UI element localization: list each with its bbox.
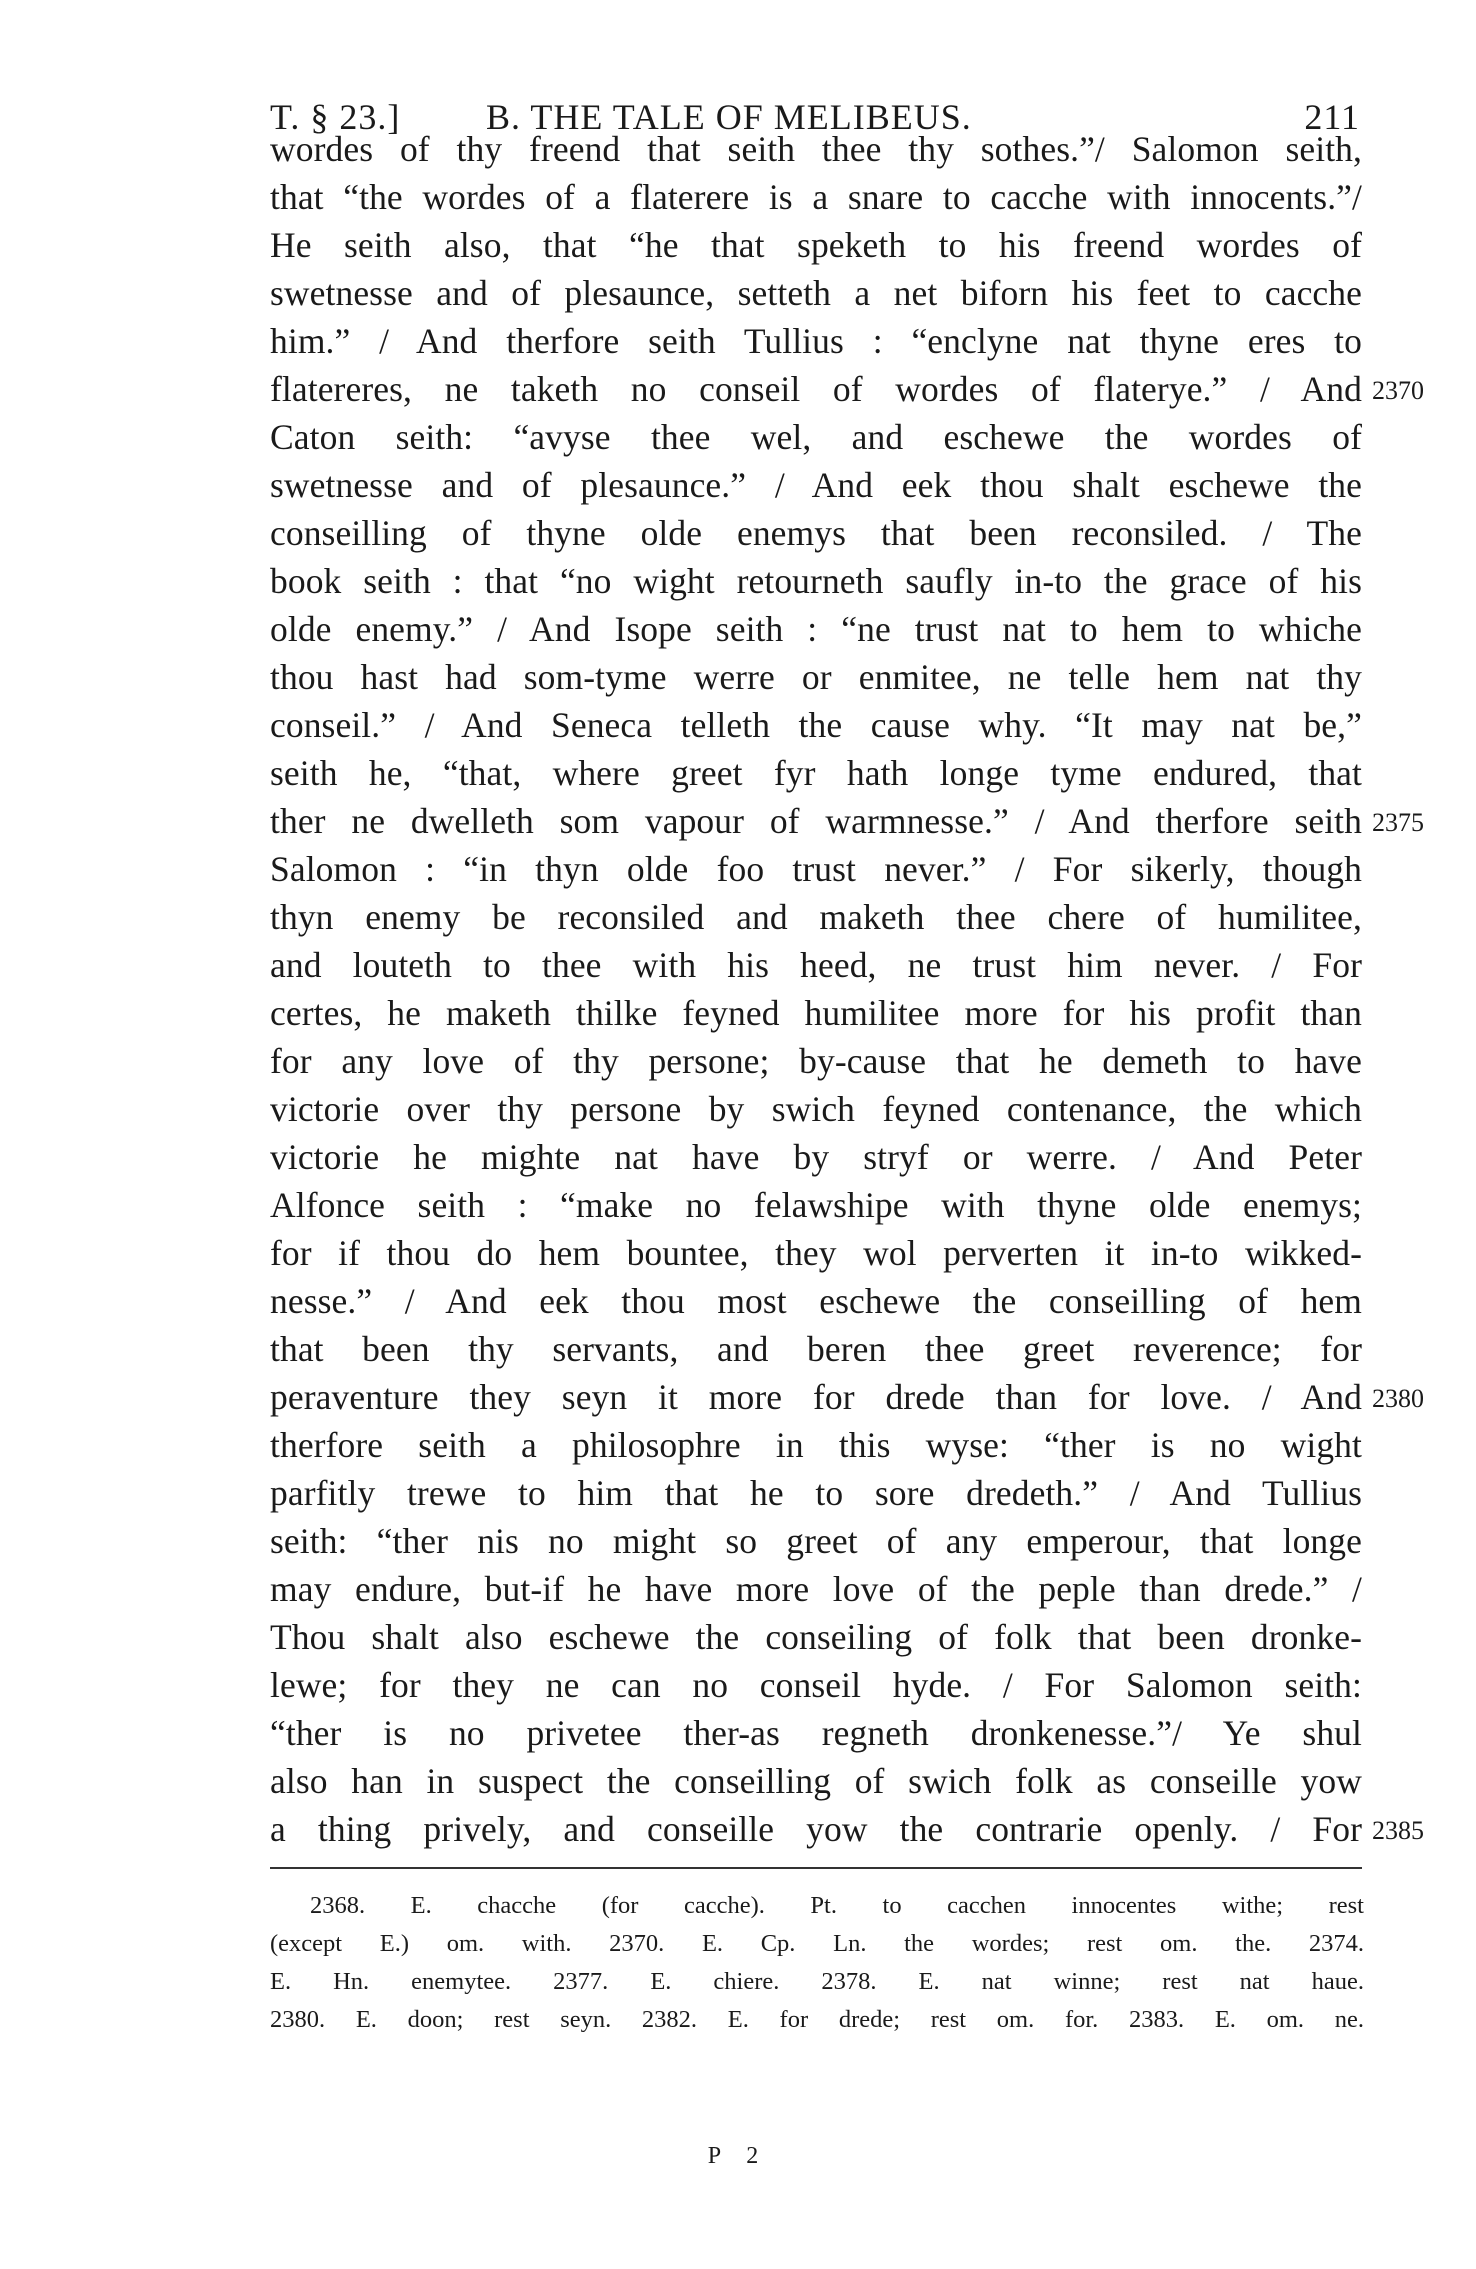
- text-line: Caton seith: “avyse thee wel, and eschewe the wordes of: [270, 417, 1362, 457]
- text-line: swetnesse and of plesaunce, setteth a net biforn his feet to cacche: [270, 273, 1362, 313]
- text-line: seith: “ther nis no might so greet of any emperour, that longe: [270, 1521, 1362, 1561]
- text-line: thou hast had som-tyme werre or enmitee, ne telle hem nat thy: [270, 657, 1362, 697]
- running-title: B. THE TALE OF MELIBEUS.: [486, 97, 972, 137]
- text-line: conseil.” / And Seneca telleth the cause why. “It may nat be,”: [270, 705, 1362, 745]
- text-line: Salomon : “in thyn olde foo trust never.” / For sikerly, though: [270, 849, 1362, 889]
- text-line: for any love of thy persone; by-cause that he demeth to have: [270, 1041, 1362, 1081]
- text-line: ther ne dwelleth som vapour of warmnesse.” / And therfore seith: [270, 801, 1362, 841]
- text-line: thyn enemy be reconsiled and maketh thee chere of humilitee,: [270, 897, 1362, 937]
- text-line: Alfonce seith : “make no felawshipe with thyne olde enemys;: [270, 1185, 1362, 1225]
- text-line: Thou shalt also eschewe the conseiling of folk that been dronke-: [270, 1617, 1362, 1657]
- line-number: 2375: [1372, 808, 1424, 837]
- text-line: swetnesse and of plesaunce.” / And eek thou shalt eschewe the: [270, 465, 1362, 505]
- text-line: seith he, “that, where greet fyr hath longe tyme endured, that: [270, 753, 1362, 793]
- text-line: certes, he maketh thilke feyned humilitee more for his profit than: [270, 993, 1362, 1033]
- text-line: for if thou do hem bountee, they wol perverten it in-to wikked-: [270, 1233, 1362, 1273]
- footnote-line: (except E.) om. with. 2370. E. Cp. Ln. the wordes; rest om. the. 2374.: [270, 1930, 1364, 1957]
- footnote-line: E. Hn. enemytee. 2377. E. chiere. 2378. E. nat winne; rest nat haue.: [270, 1968, 1364, 1995]
- text-line: that been thy servants, and beren thee greet reverence; for: [270, 1329, 1362, 1369]
- signature-mark: P 2: [707, 2143, 769, 2169]
- footnote-line: 2368. E. chacche (for cacche). Pt. to cacchen innocentes withe; rest: [310, 1892, 1364, 1919]
- text-line: “ther is no privetee ther-as regneth dronkenesse.”/ Ye shul: [270, 1713, 1362, 1753]
- text-line: may endure, but-if he have more love of the peple than drede.” /: [270, 1569, 1362, 1609]
- footnote-divider: [270, 1867, 1362, 1869]
- text-line: lewe; for they ne can no conseil hyde. / For Salomon seith:: [270, 1665, 1362, 1705]
- text-line: nesse.” / And eek thou most eschewe the conseilling of hem: [270, 1281, 1362, 1321]
- line-number: 2370: [1372, 376, 1424, 405]
- page-number: 211: [1304, 97, 1360, 137]
- text-line: therfore seith a philosophre in this wyse: “ther is no wight: [270, 1425, 1362, 1465]
- text-line: him.” / And therfore seith Tullius : “enclyne nat thyne eres to: [270, 321, 1362, 361]
- text-line: wordes of thy freend that seith thee thy sothes.”/ Salomon seith,: [270, 129, 1362, 169]
- text-line: and louteth to thee with his heed, ne trust him never. / For: [270, 945, 1362, 985]
- text-line: victorie over thy persone by swich feyned contenance, the which: [270, 1089, 1362, 1129]
- text-line: book seith : that “no wight retourneth saufly in-to the grace of his: [270, 561, 1362, 601]
- text-line: also han in suspect the conseilling of swich folk as conseille yow: [270, 1761, 1362, 1801]
- text-line: a thing prively, and conseille yow the contrarie openly. / For: [270, 1809, 1362, 1849]
- footnote-line: 2380. E. doon; rest seyn. 2382. E. for drede; rest om. for. 2383. E. om. ne.: [270, 2006, 1364, 2033]
- text-line: victorie he mighte nat have by stryf or werre. / And Peter: [270, 1137, 1362, 1177]
- line-number: 2380: [1372, 1384, 1424, 1413]
- text-line: flatereres, ne taketh no conseil of wordes of flaterye.” / And: [270, 369, 1362, 409]
- section-reference: T. § 23.]: [270, 97, 401, 137]
- text-line: olde enemy.” / And Isope seith : “ne trust nat to hem to whiche: [270, 609, 1362, 649]
- text-line: conseilling of thyne olde enemys that been reconsiled. / The: [270, 513, 1362, 553]
- text-line: parfitly trewe to him that he to sore dredeth.” / And Tullius: [270, 1473, 1362, 1513]
- text-line: He seith also, that “he that speketh to his freend wordes of: [270, 225, 1362, 265]
- line-number: 2385: [1372, 1816, 1424, 1845]
- text-line: that “the wordes of a flaterere is a snare to cacche with innocents.”/: [270, 177, 1362, 217]
- text-line: peraventure they seyn it more for drede than for love. / And: [270, 1377, 1362, 1417]
